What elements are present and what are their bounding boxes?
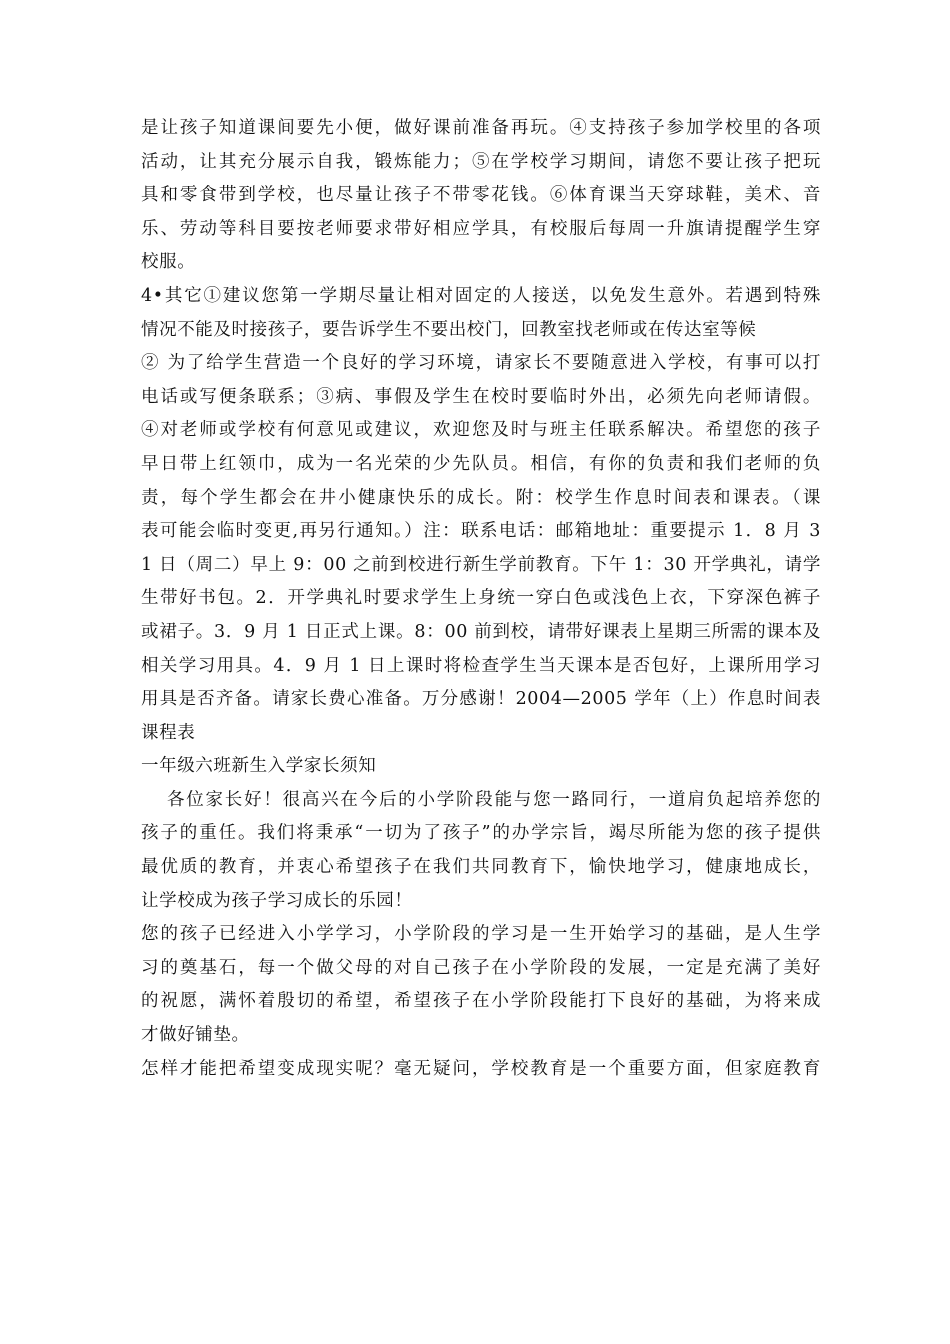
text-line: 校服。 bbox=[141, 252, 196, 273]
text-line: 才做好铺垫。 bbox=[141, 1025, 250, 1046]
text-line: ④对老师或学校有何意见或建议，欢迎您及时与班主任联系解决。希望您的孩子 bbox=[141, 420, 821, 441]
text-line: 相关学习用具。4．9 月 1 日上课时将检查学生当天课本是否包好，上课所用学习 bbox=[141, 655, 821, 676]
text-line: 最优质的教育，并衷心希望孩子在我们共同教育下，愉快地学习，健康地成长， bbox=[141, 857, 821, 878]
text-line: 1 日（周二）早上 9：00 之前到校进行新生学前教育。下午 1：30 开学典礼，请学 bbox=[141, 554, 821, 575]
text-line: 孩子的重任。我们将秉承“一切为了孩子”的办学宗旨，竭尽所能为您的孩子提供 bbox=[141, 823, 821, 844]
text-line: 生带好书包。2．开学典礼时要求学生上身统一穿白色或浅色上衣，下穿深色裤子 bbox=[141, 588, 821, 609]
text-line: 情况不能及时接孩子，要告诉学生不要出校门，回教室找老师或在传达室等候 bbox=[141, 319, 757, 340]
text-line: 您的孩子已经进入小学学习，小学阶段的学习是一生开始学习的基础，是人生学 bbox=[141, 924, 821, 945]
text-line: 是让孩子知道课间要先小便，做好课前准备再玩。④支持孩子参加学校里的各项 bbox=[141, 118, 821, 138]
text-line: 责，每个学生都会在井小健康快乐的成长。附：校学生作息时间表和课表。（课 bbox=[141, 487, 821, 508]
text-line: 乐、劳动等科目要按老师要求带好相应学具，有校服后每周一升旗请提醒学生穿 bbox=[141, 218, 821, 239]
section-heading: 课程表 bbox=[141, 722, 196, 743]
text-line: 表可能会临时变更,再另行通知。）注：联系电话：邮箱地址：重要提示 1．8 月 3 bbox=[141, 521, 821, 542]
text-line: 具和零食带到学校，也尽量让孩子不带零花钱。⑥体育课当天穿球鞋，美术、音 bbox=[141, 185, 821, 206]
document-title: 一年级六班新生入学家长须知 bbox=[141, 756, 377, 777]
text-line: 的祝愿，满怀着殷切的希望，希望孩子在小学阶段能打下良好的基础，为将来成 bbox=[141, 991, 821, 1012]
document-body bbox=[141, 112, 821, 1086]
text-line: 活动，让其充分展示自我，锻炼能力；⑤在学校学习期间，请您不要让孩子把玩 bbox=[141, 151, 821, 172]
text-line: 习的奠基石，每一个做父母的对自己孩子在小学阶段的发展，一定是充满了美好 bbox=[141, 957, 821, 978]
text-line: 电话或写便条联系；③病、事假及学生在校时要临时外出，必须先向老师请假。 bbox=[141, 386, 821, 407]
text-line: ② 为了给学生营造一个良好的学习环境，请家长不要随意进入学校，有事可以打 bbox=[141, 353, 821, 374]
text-line: 用具是否齐备。请家长费心准备。万分感谢！2004—2005 学年（上）作息时间表 bbox=[141, 689, 821, 710]
text-line: 早日带上红领巾，成为一名光荣的少先队员。相信，有你的负责和我们老师的负 bbox=[141, 453, 821, 474]
text-line: 或裙子。3．9 月 1 日正式上课。8：00 前到校，请带好课表上星期三所需的课本及 bbox=[141, 621, 821, 642]
text-line: 让学校成为孩子学习成长的乐园！ bbox=[141, 890, 413, 911]
text-line: 各位家长好！很高兴在今后的小学阶段能与您一路同行，一道肩负起培养您的 bbox=[167, 789, 821, 810]
text-line: 4•其它①建议您第一学期尽量让相对固定的人接送，以免发生意外。若遇到特殊 bbox=[141, 285, 821, 306]
text-line: 怎样才能把希望变成现实呢？毫无疑问，学校教育是一个重要方面，但家庭教育 bbox=[141, 1058, 821, 1079]
